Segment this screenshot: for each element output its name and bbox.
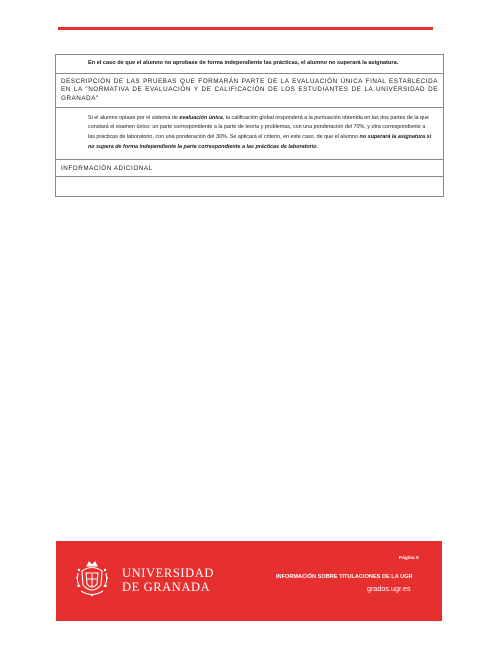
- grados-site-link[interactable]: grados.ugr.es: [367, 584, 411, 593]
- paragraph-emphasis-1: evaluación única: [179, 114, 223, 121]
- informacion-adicional-heading: INFORMACIÓN ADICIONAL: [61, 165, 153, 173]
- paragraph-text-2: , la calificación global responderá a la puntuación obtenida en las dos partes de la que constará el examen único: un parte correspondiente a la parte de teoría y problemas, con una ponderación del 70%, y otra correspondiente a las prácticas de laboratorio, con una ponderación del 30%. Se aplicará el criterio, en este caso, de que el alumno: [88, 114, 430, 141]
- evaluacion-unica-paragraph: [88, 114, 433, 152]
- evaluacion-unica-heading-row: [56, 73, 443, 107]
- informacion-adicional-content: [56, 176, 443, 196]
- informacion-adicional-row: [56, 159, 443, 176]
- practicas-note-row: [56, 55, 443, 73]
- footer-banner: [56, 541, 442, 621]
- evaluacion-unica-heading: DESCRIPCIÓN DE LAS PRUEBAS QUE FORMARÁN PARTE DE LA EVALUACIÓN ÚNICA FINAL ESTABLECIDA EN LA "NORMATIVA DE EVALUACIÓN Y DE CALIFICACIÓN DE LOS ESTUDIANTES DE LA UNIVERSIDAD DE GRANADA": [61, 78, 438, 102]
- guide-table: [55, 54, 444, 197]
- titulaciones-info-title: INFORMACIÓN SOBRE TITULACIONES DE LA UGR: [276, 574, 413, 580]
- page-number: Página 5: [399, 556, 419, 561]
- university-name: [122, 566, 214, 594]
- paragraph-text-3: .: [316, 143, 319, 150]
- paragraph-text-1: Si el alumno optase por el sistema de: [88, 114, 180, 121]
- paragraph-emphasis-2: no superará la asignatura si no supera de forma independiente la parte correspondiente a las prácticas de laboratorio: [88, 134, 432, 150]
- evaluacion-unica-body-row: [56, 107, 443, 159]
- practicas-note-text: En el caso de que el alumno no aprobase de forma independiente las prácticas, el alumno no superará la asignatura.: [88, 60, 399, 66]
- university-crest-icon: [74, 559, 110, 599]
- top-red-rule: [58, 27, 433, 30]
- university-name-line1: UNIVERSIDAD: [122, 566, 215, 580]
- university-name-line2: DE GRANADA: [122, 580, 211, 594]
